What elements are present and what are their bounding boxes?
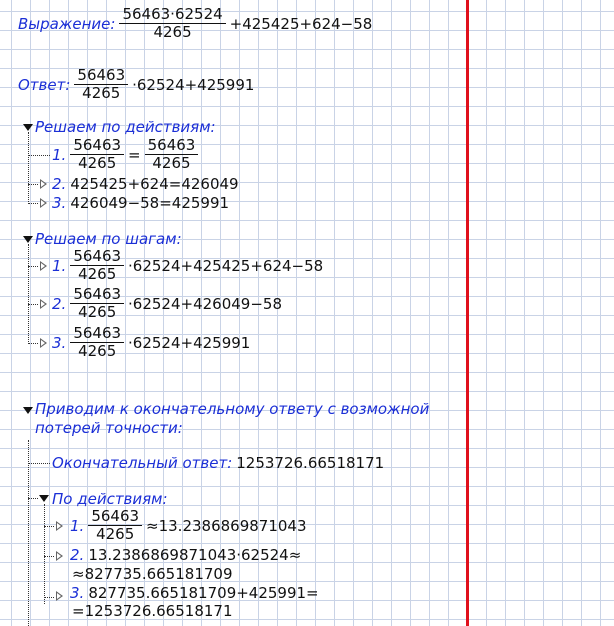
answer-tail: ·62524+425991 (132, 75, 255, 94)
expand-step-icon[interactable] (56, 591, 63, 601)
final-answer-label: Окончательный ответ: (52, 454, 233, 472)
expand-step-icon[interactable] (56, 521, 63, 531)
final-answer-row (52, 454, 384, 472)
tree-branch (28, 203, 38, 204)
tree-line (28, 132, 29, 204)
actions-step-3: 3. 426049−58=425991 (52, 194, 230, 212)
expand-step-icon[interactable] (40, 179, 47, 189)
section-title-actions[interactable]: Решаем по действиям: (35, 118, 216, 136)
collapse-actions-icon[interactable] (23, 124, 33, 131)
expression-denominator: 4265 (153, 23, 192, 41)
expand-step-icon[interactable] (40, 338, 47, 348)
steps-step-3: 3. $\frac{56463}{4265}$ ·62524+425991 (52, 324, 251, 360)
expand-step-icon[interactable] (40, 198, 47, 208)
expression-tail: +425425+624−58 (229, 14, 373, 33)
tree-line (44, 504, 45, 604)
approx-step-2-cont: ≈827735.665181709 (72, 565, 233, 583)
answer-label: Ответ: (18, 75, 71, 94)
tree-branch (28, 463, 50, 464)
collapse-approx-icon[interactable] (23, 407, 33, 414)
expand-step-icon[interactable] (40, 299, 47, 309)
expression-label: Выражение: (18, 14, 116, 33)
section-title-steps[interactable]: Решаем по шагам: (35, 230, 182, 248)
steps-step-2: 2. $\frac{56463}{4265}$ ·62524+426049−58 (52, 285, 283, 321)
tree-branch (28, 184, 38, 185)
answer-fraction: $\frac{56463}{4265}$ (74, 67, 128, 102)
tree-branch (28, 304, 38, 305)
tree-branch (44, 526, 54, 527)
approx-step-3-cont: =1253726.66518171 (72, 602, 233, 620)
tree-branch (28, 498, 38, 499)
tree-line (28, 244, 29, 344)
expand-step-icon[interactable] (56, 551, 63, 561)
expression-fraction (119, 6, 225, 41)
section-title-approx-1[interactable]: Приводим к окончательному ответу с возможной (35, 400, 430, 418)
tree-branch (28, 266, 38, 267)
tree-branch (28, 343, 38, 344)
collapse-subactions-icon[interactable] (39, 495, 49, 502)
approx-step-3: 3. 827735.665181709+425991= (70, 584, 319, 602)
expression-row (18, 6, 372, 41)
actions-step-2: 2. 425425+624=426049 (52, 175, 239, 193)
subsection-title[interactable]: По действиям: (52, 490, 168, 508)
expand-step-icon[interactable] (40, 261, 47, 271)
tree-branch (28, 155, 50, 156)
tree-line (28, 440, 29, 626)
tree-branch (44, 597, 54, 598)
collapse-steps-icon[interactable] (23, 236, 33, 243)
actions-step-1: 1. $\frac{56463}{4265}$ = $\frac{56463}{4265}$ (52, 137, 198, 172)
approx-step-1: 1. $\frac{56463}{4265}$ ≈13.2386869871043 (70, 507, 307, 543)
tree-branch (44, 556, 54, 557)
final-answer-value: 1253726.66518171 (236, 454, 385, 472)
margin-line (466, 0, 469, 626)
answer-row (18, 67, 254, 102)
approx-step-2: 2. 13.2386869871043·62524≈ (70, 546, 302, 564)
expression-numerator: 56463·62524 (119, 6, 225, 24)
section-title-approx-2: потерей точности: (35, 419, 183, 437)
steps-step-1: 1. $\frac{56463}{4265}$ ·62524+425425+624−58 (52, 247, 324, 283)
